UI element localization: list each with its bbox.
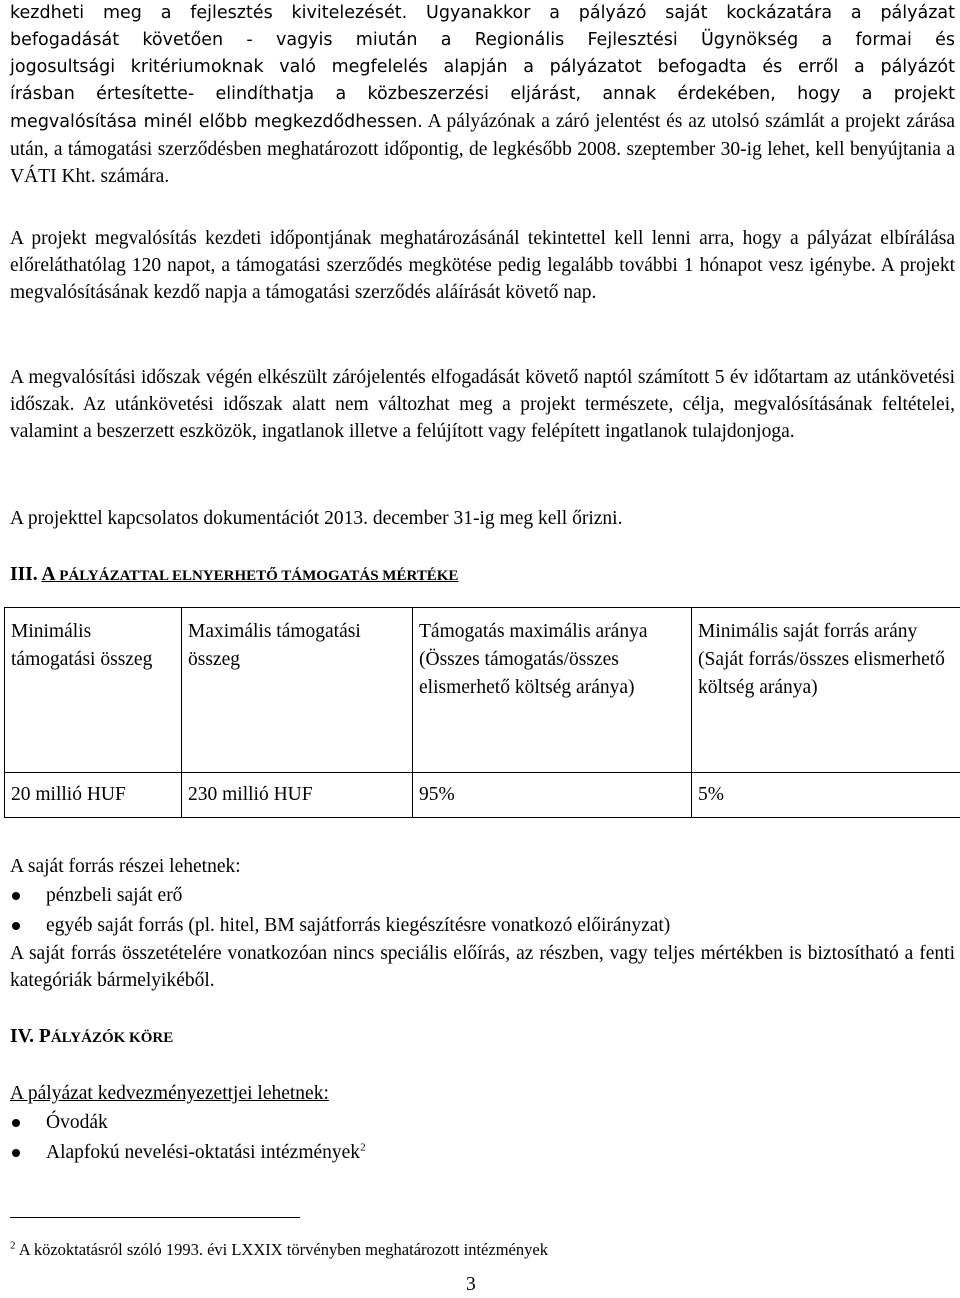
table-cell: 5% [692,773,960,818]
section-3-title-rest: PÁLYÁZATTAL ELNYERHETŐ TÁMOGATÁS MÉRTÉKE [55,568,459,584]
intro-line: befogadását követően - vagyis miután a Regionális Fejlesztési Ügynökség a formai és [10,30,955,50]
section-4-title-rest: ÁLYÁZÓK KÖRE [50,1030,174,1046]
own-source-section [10,853,955,994]
follow-up-paragraph: A megvalósítási időszak végén elkészült zárójelentés elfogadását követő naptól számított 5 év időtartam az utánkövetési időszak. Az utánkövetési időszak alatt nem változhat meg a projekt természete, célja, megvalósításának feltételei, valamint a beszerzett eszközök, ingatlanok illetve a felújított vagy felépített ingatlanok tulajdonjoga. [10,367,955,442]
intro-deadline-text: A pályázónak a záró jelentést és az utolsó számlát a projekt zárása után, a támogatási szerződésben meghatározott időpontig, de legkésőbb 2008. szeptember 30-ig lehet, kell benyújtania a VÁTI Kht. számára. [10,111,955,187]
intro-line: jogosultsági kritériumoknak való megfelelés alapján a pályázatot befogadta és erről a pályázót [10,57,955,77]
section-3-title-initial: A [41,564,56,585]
documentation-paragraph: A projekttel kapcsolatos dokumentációt 2013. december 31-ig meg kell őrizni. [10,508,623,529]
table-cell: 20 millió HUF [5,773,182,818]
project-start-paragraph: A projekt megvalósítás kezdeti időpontjának meghatározásánál tekintettel kell lenni arra, hogy a pályázat elbírálása előreláthatólag 120 napot, a támogatási szerződés megkötése pedig legalább további 1 hónapot vesz igénybe. A projekt megvalósításának kezdő napja a támogatási szerződés aláírását követő nap. [10,228,955,303]
section-4-heading [10,1023,955,1052]
footnote-number: 2 [10,1239,16,1252]
section-4-title-initial: P [38,1026,51,1047]
intro-line: megvalósítása minél előbb megkezdődhessen. [10,112,423,132]
footnote-text: A közoktatásról szóló 1993. évi LXXIX törvényben meghatározott intézmények [15,1240,548,1259]
own-source-note: A saját forrás összetételére vonatkozóan nincs speciális előírás, az részben, vagy teljes mértékben is biztosítható a fenti kategóriák bármelyikéből. [10,943,955,991]
section-4-number: IV. [10,1026,39,1047]
section-3-heading [10,561,955,590]
list-item: egyéb saját forrás (pl. hitel, BM sajátforrás kiegészítésre vonatkozó előirányzat) [10,912,955,939]
list-item: pénzbeli saját erő [10,882,955,909]
table-header-row [5,608,960,773]
list-item-label: Alapfokú nevelési-oktatási intézmények [46,1142,361,1163]
footnote [10,1238,548,1262]
table-header-cell: Támogatás maximális aránya (Összes támogatás/összes elismerhető költség aránya) [413,608,692,773]
intro-paragraph [10,0,955,190]
footnote-separator [10,1217,300,1218]
beneficiaries-section [10,1080,955,1166]
intro-line: írásban értesítette- elindíthatja a közbeszerzési eljárást, annak érdekében, hogy a projekt [10,84,955,104]
intro-line: kezdheti meg a fejlesztés kivitelezését. Ugyanakkor a pályázó saját kockázatára a pályázat [10,3,955,23]
section-3-title [41,564,458,585]
table-header-cell: Minimális saját forrás arány (Saját forrás/összes elismerhető költség aránya) [692,608,960,773]
table-header-cell: Maximális támogatási összeg [182,608,413,773]
table-cell: 230 millió HUF [182,773,413,818]
table-header-cell: Minimális támogatási összeg [5,608,182,773]
table-cell: 95% [413,773,692,818]
section-3-number: III. [10,564,42,585]
own-source-intro: A saját forrás részei lehetnek: [10,856,241,877]
beneficiaries-title: A pályázat kedvezményezettjei lehetnek: [10,1083,329,1104]
intro-tail [10,108,955,190]
footnote-reference: 2 [360,1141,366,1154]
page-number: 3 [466,1274,476,1295]
list-item: Óvodák [10,1109,955,1136]
table-row [5,773,960,818]
list-item [10,1139,955,1166]
support-amount-table [4,607,960,818]
